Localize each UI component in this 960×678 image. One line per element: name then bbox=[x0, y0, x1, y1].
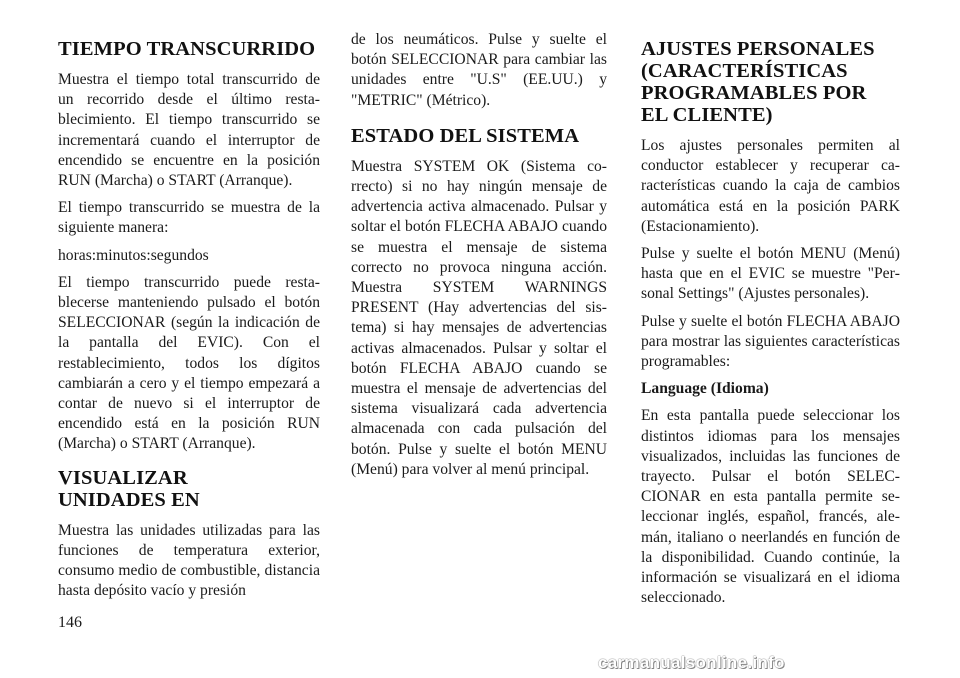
heading-ajustes-personales: AJUSTES PERSONALES (CARACTERÍSTICAS PROGRAMABLES POR EL CLIENTE) bbox=[641, 38, 875, 126]
heading-estado-sistema: ESTADO DEL SISTEMA bbox=[351, 124, 580, 147]
subheading-language: Language (Idioma) bbox=[641, 380, 769, 398]
page-number: 146 bbox=[58, 614, 82, 631]
paragraph-restablecer: El tiempo transcurrido puede restablecerse manteniendo pulsado el botón SELECCIONAR (según la indicación de la pantalla del EVIC). Con el restablecimiento, todos los dígitos cambiarán a cero y el tiempo empezará a contar de nuevo si el interruptor de encendido está en la posición RUN (Marcha) o START (Arranque). bbox=[58, 273, 320, 453]
paragraph-unidades: Muestra las unidades utilizadas para las funciones de temperatura exterior, consumo medio de combustible, distancia hasta depósito vacío y presión bbox=[58, 521, 320, 600]
paragraph-menu-evic: Pulse y suelte el botón MENU (Menú) hasta que en el EVIC se muestre "Personal Settings" (Ajustes personales). bbox=[641, 245, 900, 303]
paragraph-flecha-abajo: Pulse y suelte el botón FLECHA ABAJO para mostrar las siguientes características programables: bbox=[641, 312, 900, 371]
watermark-text: carmanualsonline.info bbox=[598, 653, 785, 672]
paragraph-ajustes-intro: Los ajustes personales permiten al conductor establecer y recuperar características cuando la caja de cambios automática está en la posición PARK (Estacionamiento). bbox=[641, 137, 900, 235]
paragraph-idiomas: En esta pantalla puede seleccionar los distintos idiomas para los mensajes visualizados, incluidas las funciones de trayecto. Pulsar el botón SELECCIONAR en esta pantalla permite seleccionar inglés, español, francés, alemán, italiano o neerlandés en función de la disponibilidad. Cuando continúe, la información se visualizará en el idioma seleccionado. bbox=[641, 407, 900, 607]
heading-tiempo-transcurrido: TIEMPO TRANSCURRIDO bbox=[58, 38, 316, 60]
left-column bbox=[58, 28, 320, 608]
right-column bbox=[641, 28, 900, 615]
heading-visualizar-unidades: VISUALIZAR UNIDADES EN bbox=[58, 466, 200, 511]
paragraph-formato-tiempo: horas:minutos:segundos bbox=[58, 246, 209, 264]
paragraph-tiempo-total: Muestra el tiempo total transcurrido de un recorrido desde el último restablecimiento. El tiempo transcurrido se incrementará cuando el interruptor de encendido se encuentre en la posición RUN (Marcha) o START (Arranque). bbox=[58, 71, 320, 190]
paragraph-unidades-continuacion: de los neumáticos. Pulse y suelte el botón SELECCIONAR para cambiar las unidades entre "U.S" (EE.UU.) y "METRIC" (Métrico). bbox=[351, 31, 607, 109]
paragraph-estado-sistema: Muestra SYSTEM OK (Sistema correcto) si no hay ningún mensaje de advertencia activa almacenado. Pulsar y soltar el botón FLECHA ABAJO cuando se muestra el mensaje de sistema correcto no provoca ninguna acción. Muestra SYSTEM WARNINGS PRESENT (Hay advertencias del sistema) si hay mensajes de advertencias activas almacenados. Pulsar y soltar el botón FLECHA ABAJO cuando se muestra el mensaje de advertencias del sistema visualizará cada advertencia almacenada con cada pulsación del botón. Pulse y suelte el botón MENU (Menú) para volver al menú principal. bbox=[351, 157, 607, 478]
paragraph-muestra-manera: El tiempo transcurrido se muestra de la siguiente manera: bbox=[58, 199, 320, 237]
middle-column bbox=[351, 28, 607, 487]
